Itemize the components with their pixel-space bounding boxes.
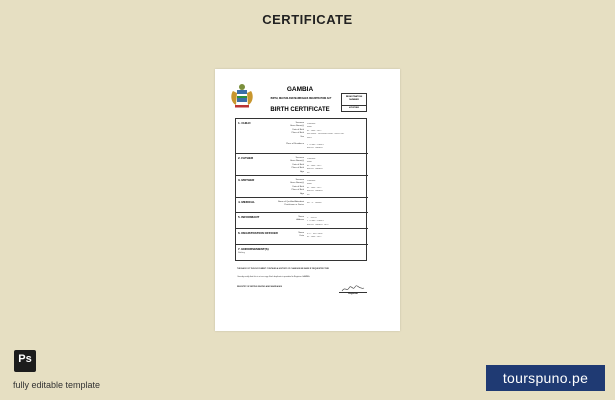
field-label: Date of Birth: [292, 185, 304, 188]
field-value[interactable]: SURNAME: [307, 121, 316, 125]
field-label: Practitioner or Doctor: [284, 204, 304, 206]
registration-label: REGISTRATION NUMBER: [345, 96, 363, 101]
field-value[interactable]: NATIONAL INTERNATIONAL HOSPITAL: [307, 132, 345, 135]
field-label: Place of Residence: [286, 142, 304, 145]
field-value[interactable]: SURNAME: [307, 178, 316, 182]
endorsement-note: Nothing: [238, 252, 245, 254]
form-section: [236, 229, 368, 245]
field-label: Name: [298, 215, 304, 218]
field-label: Surname: [295, 178, 304, 181]
page-heading: CERTIFICATE: [262, 12, 353, 27]
field-label: Given Name(s): [290, 182, 304, 184]
field-label: Place of Birth: [291, 132, 304, 134]
field-value[interactable]: BANJUL GAMBIA: [307, 146, 323, 149]
field-label: Date of Birth: [292, 163, 304, 166]
field-label: Place of Birth: [291, 189, 304, 191]
form-row: [236, 223, 368, 226]
field-value[interactable]: 01 JANE 2022: [307, 163, 322, 167]
field-value[interactable]: 1 CLARK STREET: [307, 219, 324, 222]
field-label: Date of Birth: [292, 128, 304, 131]
field-value[interactable]: 01 JANE 2022: [307, 235, 322, 238]
field-label: Given Name(s): [290, 160, 304, 162]
field-label: Date: [299, 235, 304, 237]
section-title: 3. MOTHER: [238, 178, 255, 182]
field-label: Name of Qualified Attendant: [278, 200, 304, 203]
form-section: [236, 198, 368, 213]
field-value[interactable]: BANJUL GAMBIA: [307, 189, 323, 192]
section-title: 4. MEDICAL: [238, 200, 256, 204]
field-value[interactable]: BANJUL GAMBIA 2022: [307, 222, 329, 226]
photoshop-icon: [14, 350, 36, 372]
field-label: Sex: [300, 135, 304, 138]
section-title: 2. FATHER: [238, 156, 254, 160]
registration-number: 47037882: [342, 105, 366, 110]
ministry-line: BIRTH, DEATHS AND MARRIAGES REGISTRATION ACT: [270, 98, 332, 100]
field-label: Name: [298, 231, 304, 234]
field-value[interactable]: NAME: [307, 182, 312, 185]
registrar-label: Registrar: [348, 293, 358, 295]
field-value[interactable]: 35: [307, 170, 310, 174]
field-label: Given Name(s): [290, 125, 304, 127]
field-value[interactable]: J. SMITH: [307, 215, 317, 219]
certificate-document: [215, 69, 400, 331]
field-value[interactable]: BANJUL GAMBIA: [307, 167, 323, 170]
field-label: Age: [300, 192, 304, 195]
field-label: Age: [300, 170, 304, 173]
field-value[interactable]: MALE: [307, 135, 312, 139]
brand-logo[interactable]: tourspuno.pe: [486, 365, 605, 391]
field-value[interactable]: SURNAME: [307, 156, 316, 160]
form-row: [236, 146, 368, 149]
footer-notice: THE BACK OF THIS DOCUMENT CONTAINS A HISTORY OF CHANGES BE MADE IF REQUESTED TIME: [237, 268, 329, 270]
field-label: Surname: [295, 121, 304, 124]
form-row: [236, 204, 368, 207]
section-title: 1. CHILD: [238, 121, 251, 125]
form-row: [236, 193, 368, 196]
photoshop-icon-label: Ps: [18, 353, 32, 365]
tagline: fully editable template: [13, 380, 101, 390]
section-title: 5. INFORMANT: [238, 215, 260, 219]
field-value[interactable]: NAME: [307, 160, 312, 163]
field-value[interactable]: M.K. WILLIAMS: [307, 231, 323, 235]
footer-registry: REGISTRY OF BIRTHS DEATHS AND MARRIAGES: [237, 286, 283, 288]
field-value[interactable]: 1 CLARK STREET: [307, 142, 324, 146]
field-label: Surname: [295, 156, 304, 159]
coat-of-arms-icon: [229, 81, 255, 111]
form-section: [236, 213, 368, 229]
form-section: [236, 245, 368, 262]
section-title: 6. REGISTRATION OFFICER: [238, 231, 278, 235]
footer-certify: I hereby certify that this is a true copy. Each duplicate is provided to Registrar GAMBIA: [237, 276, 310, 278]
field-value[interactable]: DR. M. BROWN: [307, 200, 322, 204]
field-value[interactable]: 30: [307, 192, 310, 196]
field-value[interactable]: 01 JANE 2022: [307, 185, 322, 189]
field-label: Address: [296, 219, 304, 221]
form-row: [236, 171, 368, 174]
document-title: BIRTH CERTIFICATE: [270, 107, 330, 113]
field-label: Place of Birth: [291, 167, 304, 169]
form-section: [236, 176, 368, 198]
certificate-form: [235, 118, 367, 261]
section-title: 7. ENDORSEMENT(S): [238, 247, 269, 251]
form-row: [236, 235, 368, 238]
country-name: GAMBIA: [286, 86, 314, 93]
form-section: [236, 119, 368, 154]
field-value[interactable]: 01 JANE 2022: [307, 128, 322, 132]
field-value[interactable]: NAME: [307, 125, 312, 128]
form-section: [236, 154, 368, 176]
